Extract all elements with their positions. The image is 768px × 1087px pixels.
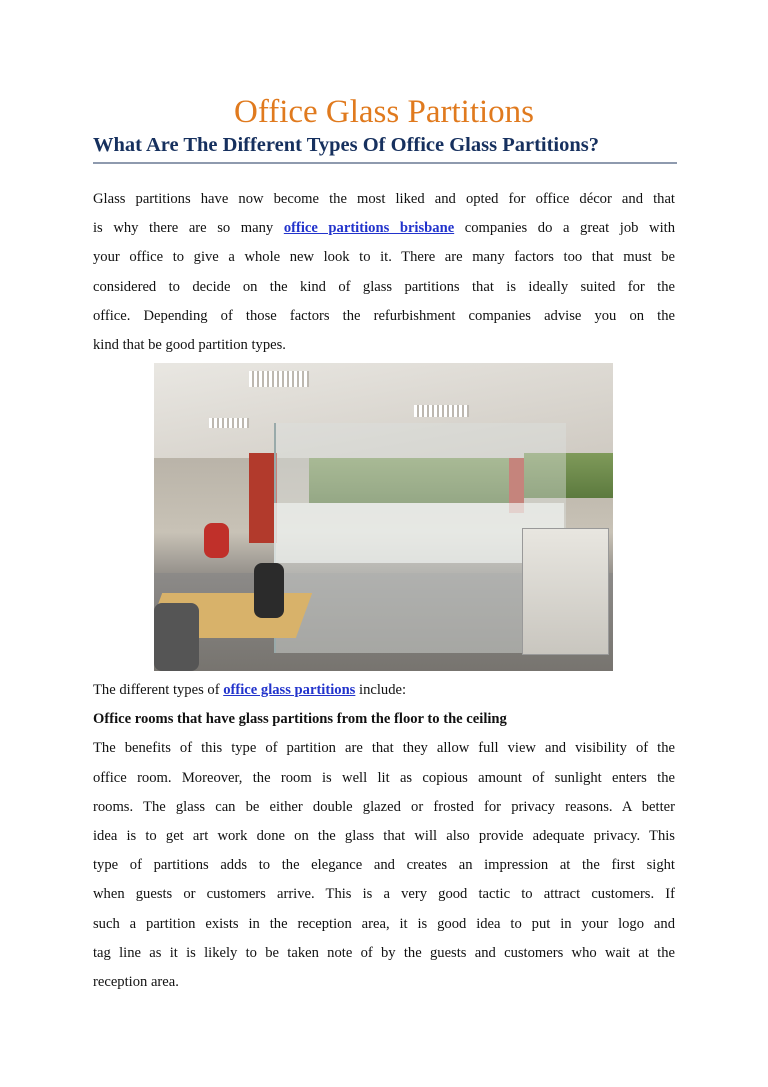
text-line: tag line as it is likely to be taken note of by the guests and customers who wait at the bbox=[93, 944, 675, 961]
text-line: Glass partitions have now become the most liked and opted for office décor and that bbox=[93, 191, 675, 207]
ceiling-light bbox=[209, 418, 249, 428]
red-chair bbox=[204, 523, 229, 558]
text-line bbox=[93, 676, 675, 705]
text-span: The different types of bbox=[93, 682, 224, 698]
text-line: rooms. The glass can be either double glazed or frosted for privacy reasons. A better bbox=[93, 798, 675, 815]
office-glass-partition-photo bbox=[154, 363, 613, 671]
text-line: office. Depending of those factors the refurbishment companies advise you on the bbox=[93, 307, 675, 324]
frosted-band bbox=[274, 503, 564, 563]
text-span: is why there are so many bbox=[93, 220, 284, 237]
intro-paragraph bbox=[93, 185, 675, 360]
text-span: include: bbox=[355, 682, 407, 698]
text-line bbox=[93, 214, 675, 243]
text-line: office room. Moreover, the room is well lit as copious amount of sunlight enters the bbox=[93, 769, 675, 786]
text-line: The benefits of this type of partition are that they allow full view and visibility of the bbox=[93, 740, 675, 757]
ceiling-light bbox=[249, 371, 309, 387]
monitor bbox=[154, 603, 199, 671]
photocopier bbox=[522, 528, 609, 655]
section-heading: Office rooms that have glass partitions from the floor to the ceiling bbox=[93, 711, 507, 728]
office-glass-partitions-link[interactable]: office glass partitions bbox=[223, 682, 356, 698]
text-line: considered to decide on the kind of glass partitions that is ideally suited for the bbox=[93, 278, 675, 295]
text-line: your office to give a whole new look to it. There are many factors too that must be bbox=[93, 249, 675, 266]
text-line: reception area. bbox=[93, 973, 179, 990]
text-line: type of partitions adds to the elegance and creates an impression at the first sight bbox=[93, 857, 675, 874]
text-line: idea is to get art work done on the glass that will also provide adequate privacy. This bbox=[93, 827, 675, 844]
ceiling-light bbox=[414, 405, 469, 417]
text-line: such a partition exists in the reception area, it is good idea to put in your logo and bbox=[93, 915, 675, 932]
page-subtitle: What Are The Different Types Of Office Glass Partitions? bbox=[93, 134, 600, 156]
office-partitions-brisbane-link[interactable]: office partitions brisbane bbox=[283, 220, 455, 237]
text-line: kind that be good partition types. bbox=[93, 336, 286, 353]
red-wall bbox=[249, 453, 277, 543]
types-section bbox=[93, 676, 675, 997]
text-line: when guests or customers arrive. This is a very good tactic to attract customers. If bbox=[93, 886, 675, 903]
text-span: companies do a great job with bbox=[454, 220, 675, 237]
page-title: Office Glass Partitions bbox=[233, 94, 534, 130]
office-chair bbox=[254, 563, 284, 618]
heading-divider bbox=[93, 162, 677, 164]
